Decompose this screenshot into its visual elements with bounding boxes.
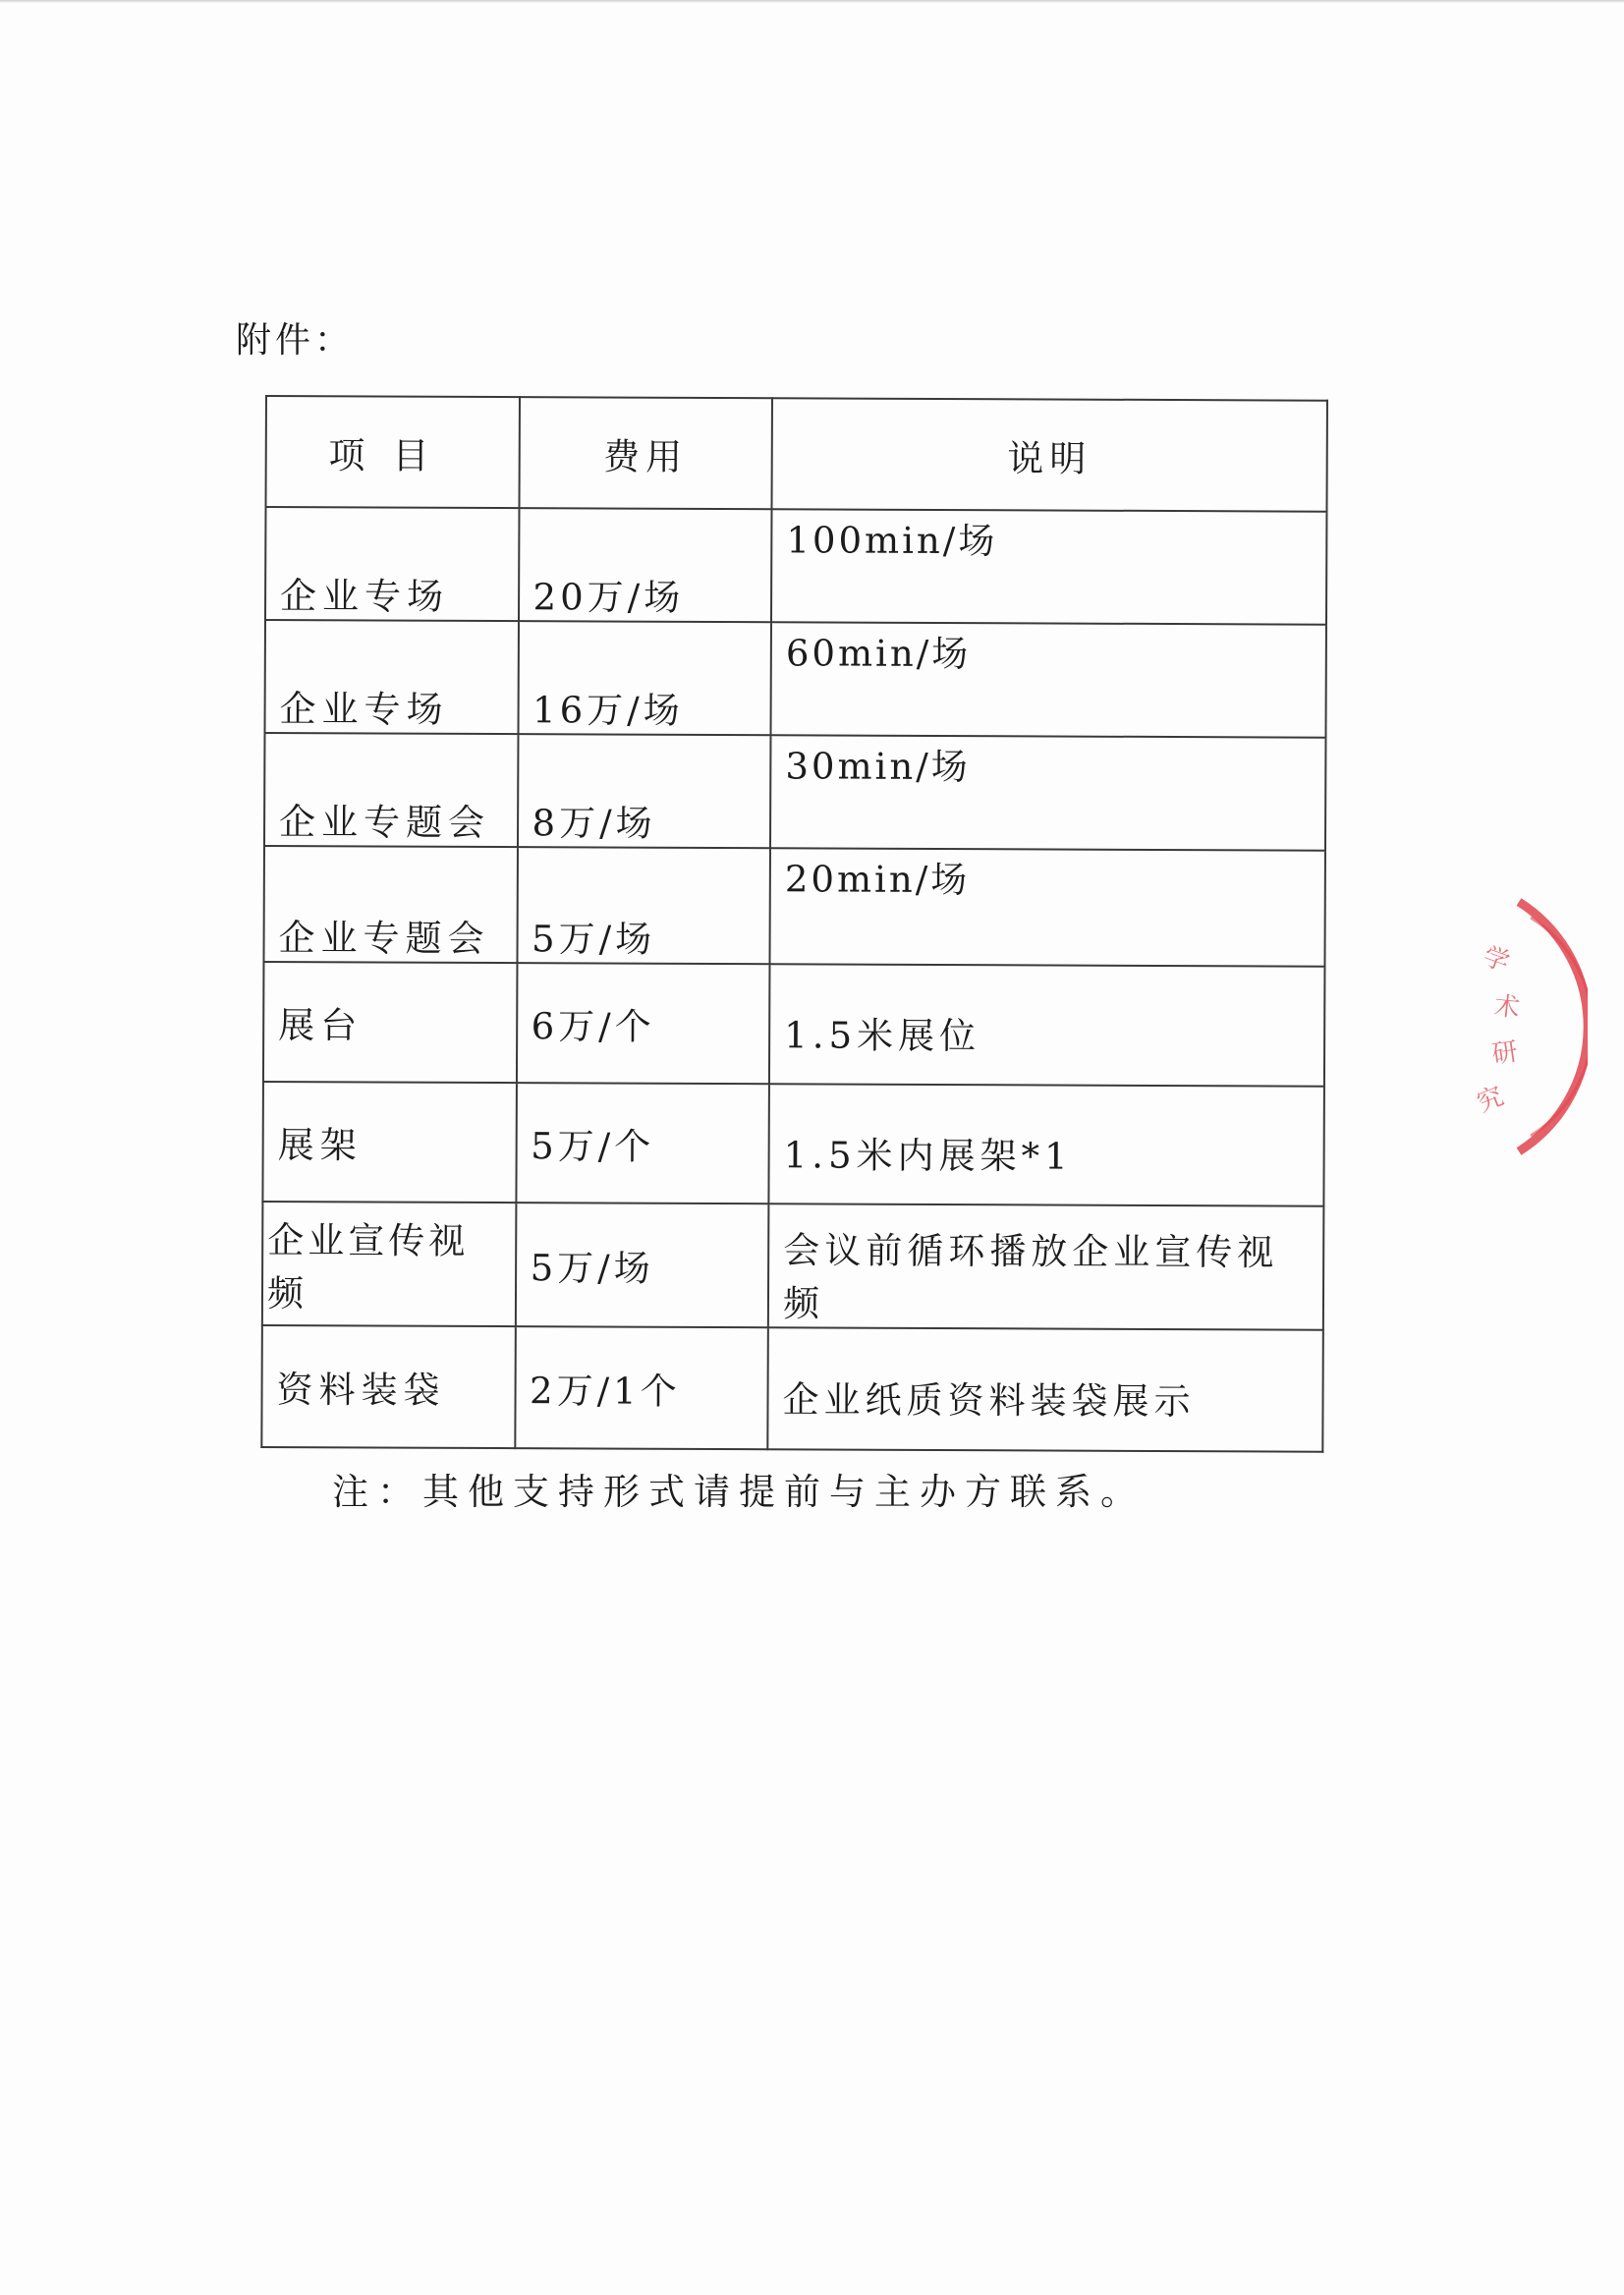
- svg-text:术: 术: [1492, 991, 1522, 1024]
- cell-fee: 5万/场: [515, 1203, 768, 1327]
- cell-item: 企业专题会: [263, 846, 517, 963]
- cell-item: 资料装袋: [261, 1325, 515, 1448]
- cell-item: 企业专题会: [264, 733, 518, 847]
- cell-note: 企业纸质资料装袋展示: [767, 1327, 1322, 1451]
- page-top-edge: [0, 0, 1624, 3]
- cell-item: 展架: [262, 1082, 516, 1203]
- attachment-label: 附件：: [236, 320, 355, 361]
- svg-text:学: 学: [1479, 941, 1514, 979]
- header-fee: 费用: [519, 397, 772, 509]
- cell-note: 30min/场: [770, 735, 1325, 850]
- cell-item: 企业宣传视频: [262, 1202, 516, 1326]
- cell-note: 20min/场: [770, 848, 1325, 966]
- table-row: [262, 1082, 1324, 1206]
- cell-item: 企业专场: [265, 507, 519, 621]
- cell-fee: 16万/场: [518, 621, 771, 735]
- table-row: [265, 507, 1326, 625]
- cell-note: 1.5米内展架*1: [768, 1084, 1323, 1205]
- cell-fee: 8万/场: [517, 734, 770, 848]
- header-item: 项目: [266, 396, 520, 508]
- cell-item: 企业专场: [264, 620, 518, 734]
- table-row: [264, 733, 1325, 851]
- table-row: [262, 1202, 1324, 1330]
- cell-note: 100min/场: [771, 509, 1326, 624]
- cell-note: 1.5米展位: [769, 964, 1324, 1086]
- header-note: 说明: [772, 398, 1327, 511]
- cell-fee: 20万/场: [518, 508, 771, 622]
- cell-fee: 6万/个: [516, 963, 769, 1084]
- table-row: [263, 846, 1325, 967]
- cell-note: 会议前循环播放企业宣传视频: [768, 1203, 1323, 1329]
- svg-text:究: 究: [1473, 1081, 1508, 1119]
- cell-item: 展台: [263, 962, 517, 1083]
- cell-fee: 2万/1个: [515, 1326, 768, 1449]
- table-row: [263, 962, 1325, 1087]
- cell-fee: 5万/个: [516, 1083, 769, 1203]
- svg-text:研: 研: [1489, 1036, 1520, 1070]
- cell-fee: 5万/场: [517, 847, 770, 964]
- table-row: [264, 620, 1325, 738]
- table-header-row: [266, 396, 1327, 512]
- red-seal-stamp-icon: [1460, 894, 1588, 1159]
- fee-table: [260, 395, 1328, 1453]
- footnote: 注：其他支持形式请提前与主办方联系。: [332, 1471, 1146, 1513]
- cell-note: 60min/场: [771, 622, 1326, 737]
- table-row: [261, 1325, 1323, 1452]
